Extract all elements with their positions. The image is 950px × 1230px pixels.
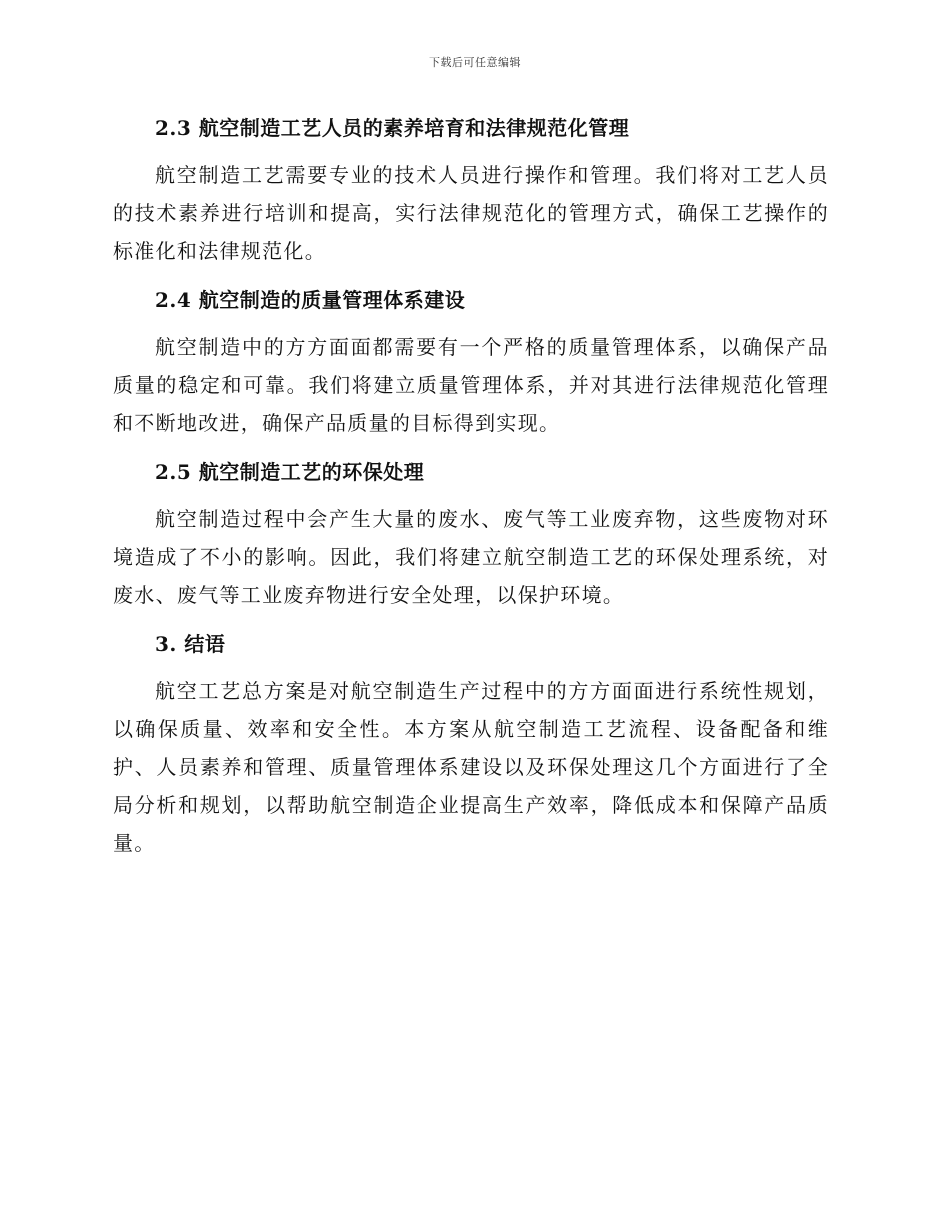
section-body-2-3: 航空制造工艺需要专业的技术人员进行操作和管理。我们将对工艺人员的技术素养进行培训和提高，实行法律规范化的管理方式，确保工艺操作的标准化和法律规范化。 — [113, 163, 829, 263]
section-heading-2-5: 2.5 航空制造工艺的环保处理 — [155, 460, 425, 484]
section-heading-2-3: 2.3 航空制造工艺人员的素养培育和法律规范化管理 — [155, 116, 630, 140]
section-body-2-4: 航空制造中的方方面面都需要有一个严格的质量管理体系，以确保产品质量的稳定和可靠。我们将建立质量管理体系，并对其进行法律规范化管理和不断地改进，确保产品质量的目标得到实现。 — [113, 335, 829, 435]
section-heading-2-4: 2.4 航空制造的质量管理体系建设 — [155, 288, 466, 312]
page-header: 下载后可任意编辑 — [429, 56, 521, 69]
section-heading-conclusion: 3. 结语 — [155, 632, 226, 656]
document-content — [113, 112, 829, 876]
section-body-2-5: 航空制造过程中会产生大量的废水、废气等工业废弃物，这些废物对环境造成了不小的影响。因此，我们将建立航空制造工艺的环保处理系统，对废水、废气等工业废弃物进行安全处理，以保护环境。 — [113, 507, 829, 607]
section-body-conclusion: 航空工艺总方案是对航空制造生产过程中的方方面面进行系统性规划，以确保质量、效率和安全性。本方案从航空制造工艺流程、设备配备和维护、人员素养和管理、质量管理体系建设以及环保处理这几个方面进行了全局分析和规划，以帮助航空制造企业提高生产效率，降低成本和保障产品质量。 — [113, 679, 829, 855]
